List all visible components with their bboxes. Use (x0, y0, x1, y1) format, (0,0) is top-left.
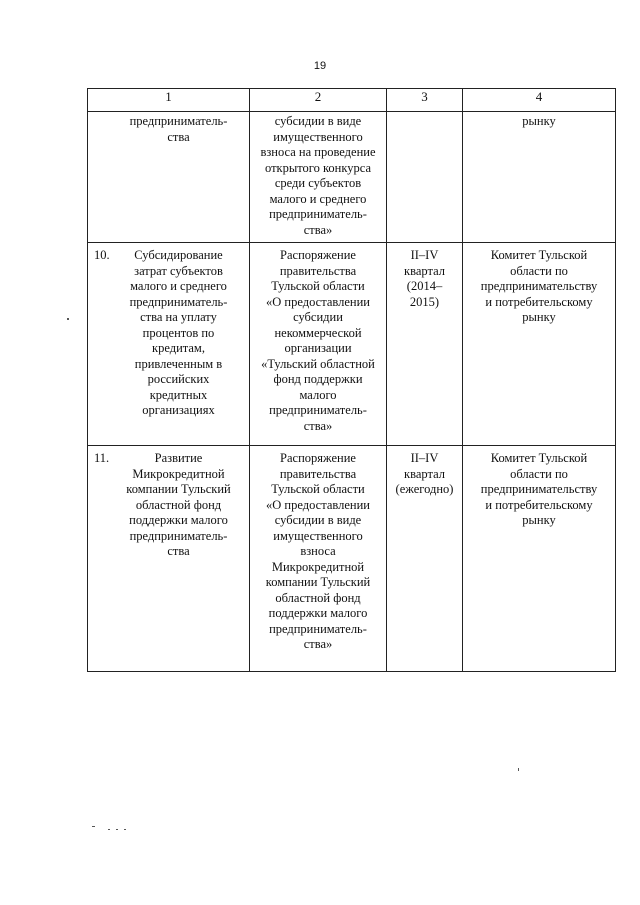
cell-line: российских (147, 372, 210, 386)
cell-line: Тульской области (271, 279, 365, 293)
document-cell (250, 112, 387, 243)
cell-line: правительства (279, 466, 357, 481)
period-cell (387, 446, 463, 672)
cell-line: предприниматель- (269, 403, 367, 417)
cell-line: и потребительскому (485, 497, 593, 512)
executor-cell (463, 243, 616, 446)
cell-line: квартал (404, 466, 445, 481)
scan-speck (92, 826, 95, 827)
cell-line: взноса (300, 544, 336, 558)
cell-line: субсидии (293, 310, 343, 324)
measure-cell (88, 112, 250, 243)
cell-line: 2015) (409, 294, 440, 309)
cell-line: (ежегодно) (395, 482, 454, 496)
cell-line: ства (167, 129, 190, 144)
cell-line: субсидии в виде (274, 513, 362, 527)
cell-line: Тульской области (271, 482, 365, 496)
cell-line: процентов по (142, 325, 215, 340)
cell-line: области по (510, 466, 568, 481)
header-row (88, 89, 616, 112)
header-cell-2: 2 (250, 89, 387, 112)
header-cell-4: 4 (463, 89, 616, 112)
cell-line: затрат субъектов (134, 263, 223, 278)
cell-line: Субсидирование (134, 248, 223, 262)
cell-line: предприниматель- (269, 207, 367, 221)
cell-line: малого и среднего (130, 279, 227, 293)
cell-line: субсидии в виде (274, 114, 362, 128)
cell-line: организации (284, 341, 352, 355)
period-cell (387, 112, 463, 243)
measure-cell (88, 446, 250, 672)
cell-line: предпринимательству (480, 279, 598, 293)
cell-line: Развитие (154, 451, 203, 465)
cell-line: ства на уплату (140, 310, 217, 324)
period-cell (387, 243, 463, 446)
measure-cell (88, 243, 250, 446)
table-row (88, 112, 616, 243)
cell-line: компании Тульский (265, 575, 371, 589)
cell-line: предприниматель- (129, 114, 228, 128)
document-cell (250, 446, 387, 672)
cell-line: компании Тульский (126, 482, 231, 496)
cell-line: областной фонд (275, 590, 361, 605)
header-cell-3: 3 (387, 89, 463, 112)
cell-line: области по (510, 263, 568, 278)
document-cell (250, 243, 387, 446)
cell-line: имущественного (273, 528, 363, 543)
row-number: 10. (94, 248, 110, 262)
cell-line: кредитных (149, 387, 208, 402)
cell-line: (2014– (406, 279, 443, 293)
executor-cell (463, 112, 616, 243)
cell-line: привлеченным в (134, 356, 223, 371)
data-table (87, 88, 616, 672)
cell-line: рынку (522, 310, 556, 324)
cell-line: имущественного (273, 129, 363, 144)
scan-speck (67, 318, 69, 320)
cell-line: ства» (303, 418, 333, 433)
cell-line: Комитет Тульской (490, 248, 588, 262)
cell-line: организациях (142, 403, 215, 417)
cell-line: правительства (279, 263, 357, 278)
header-cell-1: 1 (88, 89, 250, 112)
cell-line: кредитам, (152, 341, 205, 355)
cell-line: некоммерческой (274, 325, 362, 340)
scan-speck (108, 829, 110, 830)
cell-line: областной фонд (135, 497, 222, 512)
cell-line: предприниматель- (129, 528, 228, 543)
cell-line: рынку (522, 513, 556, 527)
cell-line: «О предоставлении (266, 294, 370, 309)
cell-line: Распоряжение (280, 248, 356, 262)
executor-cell (463, 446, 616, 672)
cell-line: малого (299, 387, 337, 402)
scan-speck (518, 768, 519, 771)
cell-line: предприниматель- (129, 294, 228, 309)
cell-line: малого и среднего (269, 191, 367, 206)
cell-line: рынку (522, 114, 556, 128)
cell-line: квартал (404, 263, 445, 278)
cell-line: Комитет Тульской (490, 451, 588, 465)
cell-line: ства» (303, 637, 333, 651)
cell-line: «Тульский областной (261, 356, 375, 371)
scan-speck (124, 829, 126, 830)
cell-line: среди субъектов (274, 176, 362, 190)
table-row (88, 243, 616, 446)
cell-line: предпринимательству (480, 482, 598, 496)
cell-line: предприниматель- (269, 621, 367, 636)
cell-line: открытого конкурса (264, 160, 372, 175)
cell-line: поддержки малого (268, 606, 368, 620)
cell-line: взноса на проведение (260, 145, 376, 159)
row-number: 11. (94, 451, 110, 465)
cell-line: ства (167, 544, 190, 558)
cell-line: II–IV (410, 248, 439, 262)
cell-line: фонд поддержки (273, 372, 363, 386)
cell-line: поддержки малого (129, 513, 228, 527)
cell-line: Микрокредитной (132, 466, 225, 481)
cell-line: II–IV (410, 451, 439, 465)
table-row (88, 446, 616, 672)
cell-line: Распоряжение (280, 451, 356, 465)
cell-line: Микрокредитной (271, 559, 365, 574)
cell-line: «О предоставлении (266, 497, 370, 512)
page-number: 19 (313, 60, 327, 72)
cell-line: ства» (303, 222, 333, 237)
scan-speck (116, 829, 118, 830)
cell-line: и потребительскому (485, 294, 593, 309)
